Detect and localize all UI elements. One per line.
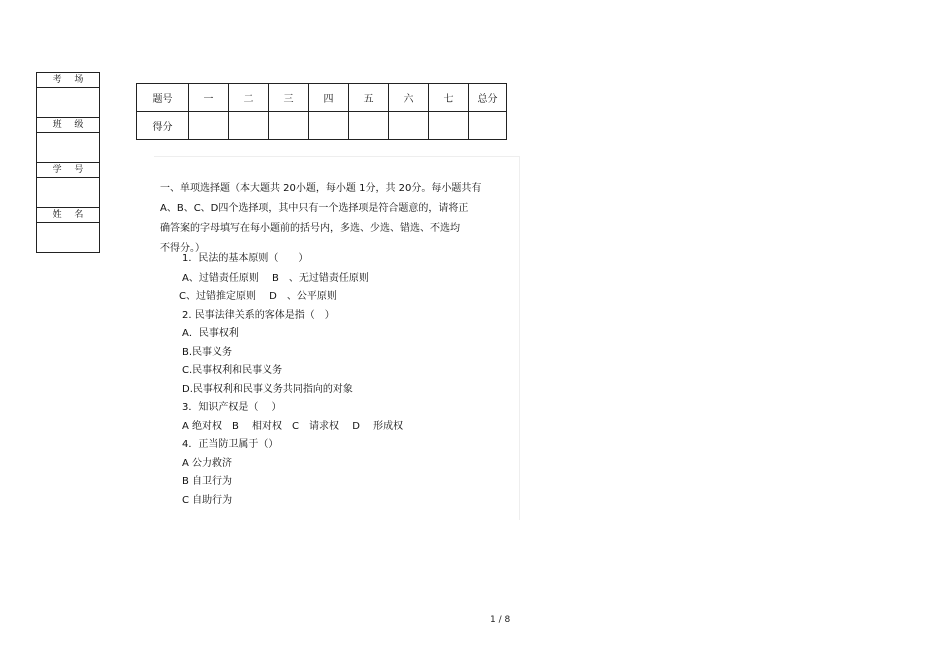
score-header-4: 四 [309,84,349,112]
info-label-name: 姓 名 [37,208,99,223]
question-4-stem: 4．正当防卫属于（） [182,439,279,450]
question-2-option-c: C.民事权利和民事义务 [182,365,283,376]
score-row-label: 得分 [137,112,189,140]
section-intro-line: 一、单项选择题（本大题共 20小题，每小题 1分，共 20分。每小题共有 [160,183,482,194]
question-1-stem: 1．民法的基本原则（ ） [182,253,309,264]
score-cell-4 [309,112,349,140]
info-label-class: 班 级 [37,118,99,133]
section-intro [160,179,510,259]
question-3-stem: 3．知识产权是（ ） [182,402,282,413]
question-4-option-a: A 公力救济 [182,458,233,469]
info-label-exam-room: 考 场 [37,73,99,88]
score-header-question-number: 题号 [137,84,189,112]
question-1-options-ab: A、过错责任原则 B 、无过错责任原则 [182,273,369,284]
score-header-5: 五 [349,84,389,112]
question-2-option-d: D.民事权利和民事义务共同指向的对象 [182,384,353,395]
score-header-2: 二 [229,84,269,112]
score-table [136,83,507,140]
question-4-option-c: C 自助行为 [182,495,233,506]
question-2-stem: 2. 民事法律关系的客体是指（ ） [182,310,335,321]
exam-info-box [36,72,100,253]
info-field-class [37,133,99,163]
section-intro-line: 不得分。） [160,243,205,254]
question-4-option-b: B 自卫行为 [182,476,233,487]
page-number: 1 / 8 [490,615,511,625]
info-field-student-id [37,178,99,208]
score-table-score-row [137,112,507,140]
score-cell-1 [189,112,229,140]
section-intro-line: A、B、C、D四个选择项，其中只有一个选择项是符合题意的，请将正 [160,203,469,214]
score-header-total: 总分 [469,84,507,112]
info-field-name [37,223,99,252]
score-cell-2 [229,112,269,140]
score-table-header-row [137,84,507,112]
score-header-1: 一 [189,84,229,112]
score-cell-3 [269,112,309,140]
score-cell-7 [429,112,469,140]
score-cell-6 [389,112,429,140]
info-field-exam-room [37,88,99,118]
score-header-7: 七 [429,84,469,112]
question-1-options-cd: C、过错推定原则 D 、公平原则 [179,291,337,302]
section-intro-line: 确答案的字母填写在每小题前的括号内，多选、少选、错选、不选均 [160,223,460,234]
score-header-3: 三 [269,84,309,112]
score-cell-total [469,112,507,140]
question-2-option-a: A．民事权利 [182,328,239,339]
info-label-student-id: 学 号 [37,163,99,178]
question-2-option-b: B.民事义务 [182,347,233,358]
question-3-options: A 绝对权 B 相对权 C 请求权 D 形成权 [182,421,404,432]
score-header-6: 六 [389,84,429,112]
score-cell-5 [349,112,389,140]
